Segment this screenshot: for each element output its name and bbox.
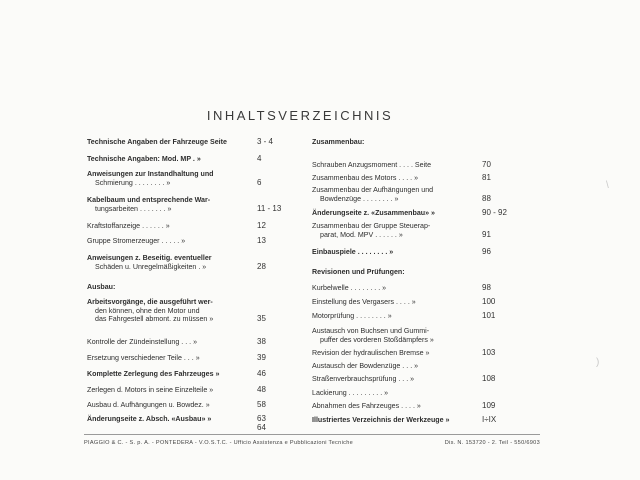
toc-entry	[87, 155, 287, 164]
toc-entry	[312, 362, 517, 371]
toc-page-number: 39	[257, 353, 266, 362]
toc-page-number: 88	[482, 193, 491, 203]
toc-entry	[87, 370, 287, 379]
toc-entry	[312, 375, 517, 384]
toc-entry	[87, 401, 287, 410]
toc-page-number: 6	[257, 177, 262, 187]
toc-entry-title: Motorprüfung . . . . . . . . »	[312, 312, 392, 320]
toc-entry-title: Kontrolle der Zündeinstellung . . . »	[87, 338, 198, 346]
toc-entry	[87, 254, 287, 271]
toc-entry	[87, 283, 287, 292]
toc-entry-continuation: das Fahrgestell abmont. zu müssen »	[95, 315, 214, 324]
toc-entry-title: Revisionen und Prüfungen:	[312, 268, 405, 276]
toc-page-number: 81	[482, 173, 491, 182]
toc-entry-title: Zusammenbau des Motors . . . . »	[312, 174, 419, 182]
toc-page-number: 91	[482, 229, 491, 239]
toc-entry-title: Straßenverbrauchsprüfung . . . »	[312, 375, 415, 383]
toc-page-number: 96	[482, 247, 491, 256]
toc-entry-title: Änderungseite z. «Zusammenbau» »	[312, 209, 435, 217]
toc-entry-title: Ersetzung verschiedener Teile . . . »	[87, 354, 200, 362]
page-title: INHALTSVERZEICHNIS	[206, 108, 394, 123]
toc-entry-title: Ausbau:	[87, 283, 116, 291]
toc-entry	[312, 349, 517, 358]
toc-entry-title: Anweisungen zur Instandhaltung und	[87, 170, 214, 178]
toc-entry	[312, 174, 517, 183]
toc-page-number: 12	[257, 221, 266, 230]
toc-page-number: 103	[482, 348, 496, 357]
toc-entry-title: Kraftstoffanzeige . . . . . . »	[87, 222, 170, 230]
toc-page-number: 4	[257, 154, 262, 163]
toc-page-number: 38	[257, 337, 266, 346]
toc-entry-title: Zusammenbau:	[312, 138, 365, 146]
toc-entry	[312, 327, 517, 344]
toc-entry	[87, 414, 287, 432]
toc-entry	[312, 268, 517, 277]
toc-page-number: 28	[257, 261, 266, 271]
toc-entry-title: Zusammenbau der Gruppe Steuerap-	[312, 222, 431, 230]
toc-entry-continuation: parat, Mod. MPV . . . . . . »	[320, 230, 403, 239]
toc-entry-title: Zusammenbau der Aufhängungen und	[312, 186, 434, 194]
toc-entry	[312, 138, 517, 147]
toc-page-number: 109	[482, 401, 496, 410]
toc-page-number: 108	[482, 374, 496, 383]
toc-entry-title: Austausch der Bowdenzüge . . . »	[312, 362, 419, 370]
toc-entry-title: Änderungseite z. Absch. «Ausbau» »	[87, 415, 212, 423]
toc-entry	[312, 186, 517, 203]
toc-page-number: 64	[257, 423, 266, 432]
toc-entry-continuation: tungsarbeiten . . . . . . . »	[95, 204, 172, 213]
toc-entry	[312, 161, 517, 170]
scan-mark: )	[596, 357, 600, 368]
toc-entry	[87, 222, 287, 231]
toc-entry-continuation: Bowdenzüge . . . . . . . . »	[320, 194, 399, 203]
toc-entry	[312, 416, 517, 425]
toc-entry-title: Arbeitsvorgänge, die ausgeführt wer-	[87, 298, 213, 306]
toc-page-number: 46	[257, 369, 266, 378]
toc-entry-title: Anweisungen z. Beseitig. eventueller	[87, 254, 212, 262]
toc-page-number: 101	[482, 311, 496, 320]
toc-page-number: 48	[257, 385, 266, 394]
toc-entry-title: Zerlegen d. Motors in seine Einzelteile »	[87, 386, 214, 394]
toc-entry-continuation: Schäden u. Unregelmäßigkeiten . »	[95, 262, 207, 271]
toc-page-number: 3 - 4	[257, 137, 274, 146]
toc-entry	[87, 298, 287, 324]
toc-entry-title: Gruppe Stromerzeuger . . . . . »	[87, 237, 186, 245]
toc-entry	[87, 338, 287, 347]
toc-entry	[87, 354, 287, 363]
toc-entry	[87, 196, 287, 213]
toc-entry-title: Illustriertes Verzeichnis der Werkzeuge »	[312, 416, 450, 424]
toc-entry	[87, 386, 287, 395]
toc-page-number: 70	[482, 160, 491, 169]
toc-entry-title: Einstellung des Vergasers . . . . »	[312, 298, 416, 306]
footer-document-number: Dis. N. 153720 - 2. Teil - 550/6903	[444, 440, 540, 446]
toc-entry-title: Technische Angaben: Mod. MP . »	[87, 155, 201, 163]
toc-entry	[312, 222, 517, 239]
toc-entry	[87, 237, 287, 246]
toc-page-number: 35	[257, 314, 266, 324]
toc-entry	[312, 248, 517, 257]
scan-mark: \	[606, 180, 609, 191]
toc-page-number: 98	[482, 283, 491, 292]
toc-entry-title: Kabelbaum und entsprechende War-	[87, 196, 211, 204]
toc-entry-continuation: den können, ohne den Motor und	[95, 306, 200, 315]
toc-entry	[312, 284, 517, 293]
toc-entry-title: Austausch von Buchsen und Gummi-	[312, 327, 430, 335]
toc-page-number: 63	[257, 414, 266, 423]
toc-entry	[312, 298, 517, 307]
footer-divider	[84, 434, 540, 435]
toc-page-number: 100	[482, 297, 496, 306]
toc-entry-title: Einbauspiele . . . . . . . . »	[312, 248, 394, 256]
toc-entry-title: Technische Angaben der Fahrzeuge Seite	[87, 138, 227, 146]
toc-entry	[87, 138, 287, 147]
footer	[84, 440, 540, 446]
toc-entry-title: Kurbelwelle . . . . . . . . »	[312, 284, 387, 292]
toc-entry-title: Abnahmen des Fahrzeuges . . . . »	[312, 402, 421, 410]
toc-entry-title: Komplette Zerlegung des Fahrzeuges »	[87, 370, 220, 378]
toc-page-number: 11 - 13	[257, 203, 282, 213]
toc-entry	[87, 170, 287, 187]
toc-entry	[312, 389, 517, 398]
toc-page-number: 13	[257, 236, 266, 245]
toc-page-number: I÷IX	[482, 415, 497, 424]
toc-page-number: 58	[257, 400, 266, 409]
toc-entry	[312, 209, 517, 218]
toc-entry-title: Schrauben Anzugsmoment . . . . Seite	[312, 161, 432, 169]
toc-entry	[312, 402, 517, 411]
toc-entry-continuation: puffer des vorderen Stoßdämpfers »	[320, 335, 434, 344]
toc-entry-title: Lackierung . . . . . . . . . »	[312, 389, 389, 397]
toc-entry-title: Ausbau d. Aufhängungen u. Bowdez. »	[87, 401, 210, 409]
footer-publisher: PIAGGIO & C. - S. p. A. - PONTEDERA - V.O.S.T.C. - Ufficio Assistenza e Pubblicazioni Tecniche	[84, 440, 354, 446]
toc-entry	[312, 312, 517, 321]
toc-entry-title: Revision der hydraulischen Bremse »	[312, 349, 430, 357]
toc-entry-continuation: Schmierung . . . . . . . . »	[95, 178, 171, 187]
toc-page-number: 90 - 92	[482, 208, 507, 217]
